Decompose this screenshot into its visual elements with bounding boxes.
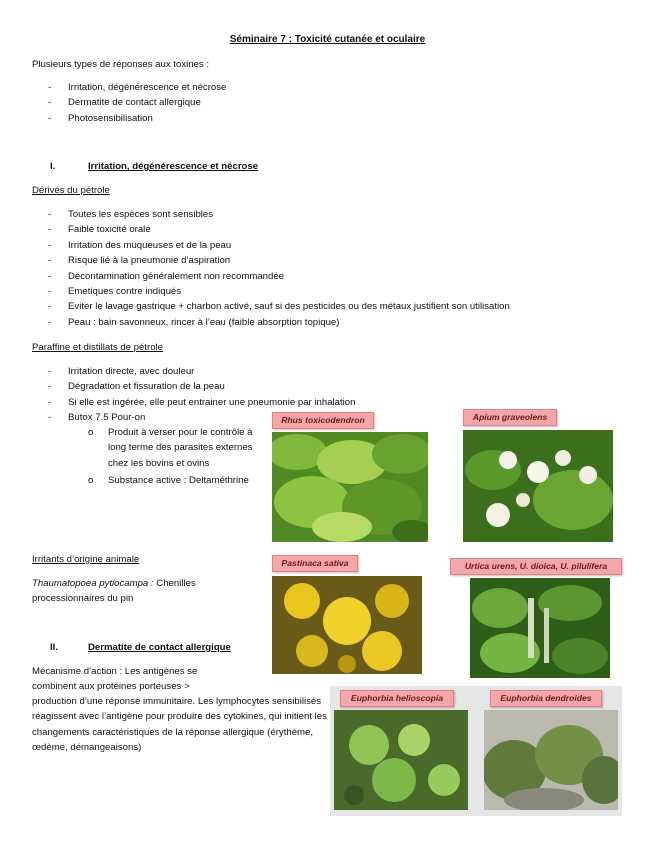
species-name: Thaumatopoea pytiocampa :	[32, 578, 154, 589]
pastinaca-photo	[272, 576, 422, 674]
mechanism-line: Mécanisme d’action : Les antigènes se	[32, 666, 198, 677]
list-item: - Emetiques contre indiqués	[32, 284, 510, 299]
section-number: I.	[50, 161, 56, 172]
list-item: - Peau : bain savonneux, rincer à l’eau (faible absorption topique)	[32, 315, 510, 330]
plant-label: Euphorbia dendroides	[490, 690, 602, 707]
page-title: Séminaire 7 : Toxicité cutanée et oculaire	[229, 34, 426, 45]
list-item: - Risque lié à la pneumonie d’aspiration	[32, 253, 510, 268]
mechanism-line: combinent aux protéines porteuses >	[32, 681, 190, 692]
plant-label: Euphorbia helioscopia	[340, 690, 454, 707]
list-item: - Toutes les espèces sont sensibles	[32, 207, 510, 222]
list-item: o Produit à verser pour le contrôle à long terme des parasites externes chez les bovins et ovins	[82, 425, 262, 471]
urtica-photo	[470, 578, 610, 678]
rhus-photo	[272, 432, 428, 542]
list-item: - Irritation des muqueuses et de la peau	[32, 238, 510, 253]
mechanism-text: production d’une réponse immunitaire. Les lymphocytes sensibilisés réagissent avec l’antigène pour produire des cytokines, qui initient les changements caractéristiques de la réponse allergique (érythème, œdème, démangeaisons)	[32, 696, 327, 754]
intro-text: Plusieurs types de réponses aux toxines :	[32, 59, 210, 70]
apium-photo	[463, 430, 613, 542]
section-heading: Dermatite de contact allergique	[88, 642, 231, 653]
subsection-heading: Paraffine et distillats de pétrole	[32, 342, 164, 353]
euphorbia-helioscopia-photo	[334, 710, 468, 810]
list-item: - Irritation directe, avec douleur	[32, 364, 355, 379]
section-number: II.	[50, 642, 58, 653]
species-desc: Chenilles processionnaires du pin	[32, 578, 196, 605]
list-item: - Eviter le lavage gastrique + charbon activé, sauf si des pesticides ou des métaux justifient son utilisation	[32, 299, 510, 314]
list-item: - Décontamination généralement non recommandée	[32, 269, 510, 284]
list-item: - Butox 7.5 Pour-on	[32, 410, 355, 425]
euphorbia-dendroides-photo	[484, 710, 618, 810]
list-item: - Dégradation et fissuration de la peau	[32, 379, 355, 394]
plant-label: Rhus toxicodendron	[272, 412, 374, 429]
plant-label: Pastinaca sativa	[272, 555, 358, 572]
list-item: - Si elle est ingérée, elle peut entrainer une pneumonie par inhalation	[32, 395, 355, 410]
plant-label: Urtica urens, U. dioica, U. pilulifera	[450, 558, 622, 575]
list-item: - Photosensibilisation	[32, 111, 226, 126]
subsection-heading: Dérivés du pétrole	[32, 185, 110, 196]
animal-description	[32, 576, 232, 607]
petrole-list	[32, 207, 510, 330]
list-item: - Faible toxicité orale	[32, 222, 510, 237]
plant-label: Apium graveolens	[463, 409, 557, 426]
list-item: o Substance active : Deltaméthrine	[82, 473, 262, 488]
list-item: - Dermatite de contact allergique	[32, 95, 226, 110]
intro-list	[32, 80, 226, 126]
list-item: - Irritation, dégénérescence et nécrose	[32, 80, 226, 95]
subsection-heading: Irritants d’origine animale	[32, 554, 140, 565]
section-heading: Irritation, dégénérescence et nécrose	[88, 161, 259, 172]
butox-sublist	[82, 425, 262, 489]
